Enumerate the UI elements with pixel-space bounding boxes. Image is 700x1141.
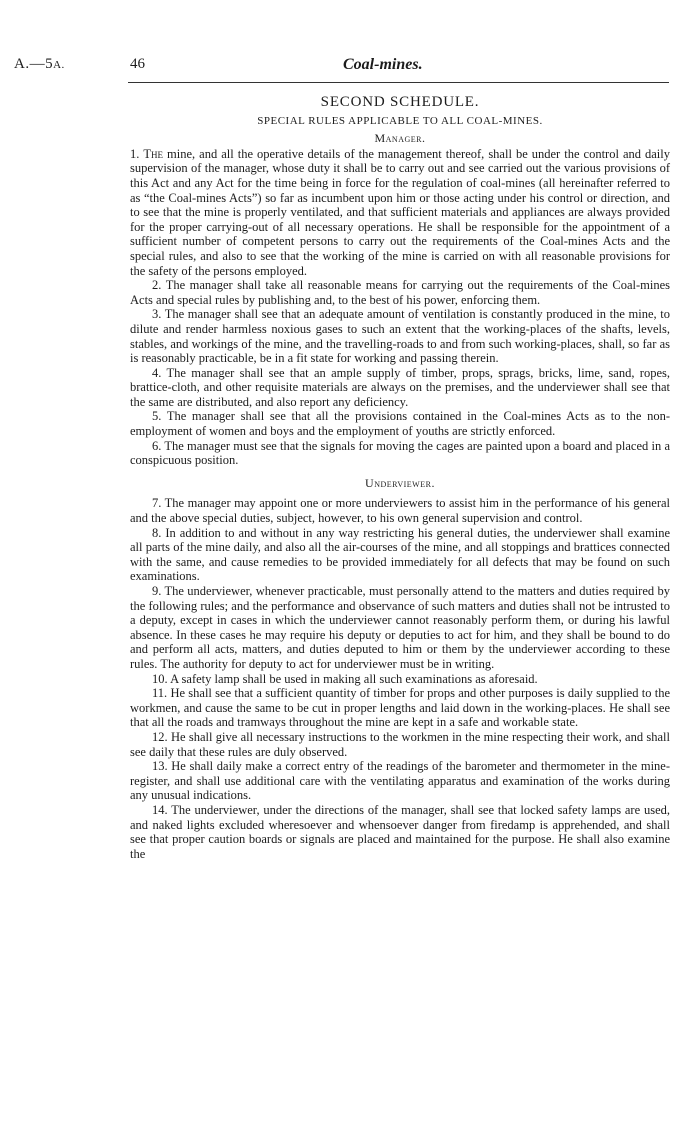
series-main: A.—5 <box>14 56 54 72</box>
rule-number: 12. <box>152 729 168 744</box>
rule-paragraph <box>130 496 670 525</box>
rule-text: The manager shall see that an adequate amount of ventilation is constantly produced in the mine, to dilute and render harmless noxious gases to such an extent that the working-places of the shafts, levels, stables, and workings of the mine, and the travelling-roads to and from such working-places, shall, so far as is reasonably practicable, be in a fit state for working and passing therein. <box>130 307 670 366</box>
rule-text: A safety lamp shall be used in making all such examinations as aforesaid. <box>170 671 538 686</box>
rule-paragraph <box>130 686 670 730</box>
rule-paragraph <box>130 730 670 759</box>
schedule-subtitle: SPECIAL RULES APPLICABLE TO ALL COAL-MINES. <box>257 114 543 127</box>
section-heading-manager: Manager. <box>374 131 426 146</box>
rule-lead-word: The <box>143 146 164 161</box>
rule-number: 10. <box>152 671 168 686</box>
rule-paragraph <box>130 759 670 803</box>
document-body <box>130 95 670 861</box>
rule-text: The manager shall see that an ample supply of timber, props, sprags, bricks, lime, sand, ropes, brattice-cloth, and other requisite materials are always on the premises, and the underviewer shall see that the same are distributed, and also report any deficiency. <box>130 365 670 409</box>
rule-number: 2. <box>152 278 162 293</box>
rule-number: 7. <box>152 496 162 511</box>
rule-paragraph <box>130 147 670 278</box>
rule-text: He shall daily make a correct entry of the readings of the barometer and thermometer in the mine-register, and shall use additional care with the ventilating apparatus and examination of the works during any unusual indications. <box>130 759 671 803</box>
page-number: 46 <box>130 56 145 72</box>
rule-number: 3. <box>152 307 162 322</box>
rule-paragraph <box>130 439 670 468</box>
rule-number: 4. <box>152 365 162 380</box>
rule-paragraph <box>130 526 670 584</box>
rule-text: The underviewer, whenever practicable, must personally attend to the matters and duties required by the following rules; and the performance and observance of such matters and duties shall not be intrusted to a deputy, except in cases in which the underviewer cannot reasonably perform them, or during his lawful absence. In these cases he may require his deputy or deputies to act for him, and they shall be bound to do and perform all acts, matters, and duties deputed to him or them by the underviewer according to these rules. The authority for deputy to act for underviewer must be in writing. <box>130 584 670 671</box>
rule-number: 6. <box>152 438 162 453</box>
rule-paragraph <box>130 366 670 410</box>
rule-paragraph <box>130 584 670 672</box>
rule-text: The manager shall take all reasonable means for carrying out the requirements of the Coal-mines Acts and special rules by publishing and, to the best of his power, enforcing them. <box>130 278 670 307</box>
rule-number: 13. <box>152 759 168 774</box>
page-header <box>0 56 700 80</box>
rule-text: mine, and all the operative details of the management thereof, shall be under the control and daily supervision of the manager, whose duty it shall be to carry out and see carried out the various provisions of this Act and any Act for the time being in force for the regulation of coal-mines (all hereinafter referred to as “the Coal-mines Acts”) so far as incumbent upon him or those acting under his control or direction, and to see that the mine is properly ventilated, and that sufficient materials and appliances are always provided for the proper carrying-out of all necessary operations. He shall be responsible for the appointment of a sufficient number of competent persons to carry out the requirements of the Coal-mines Acts and the special rules, and also to see that the working of the mine is carried on with all reasonable provisions for the safety of the persons employed. <box>130 146 670 278</box>
rule-text: He shall give all necessary instructions to the workmen in the mine respecting their work, and shall see daily that these rules are duly observed. <box>130 729 670 759</box>
rule-number: 8. <box>152 525 162 540</box>
rule-paragraph <box>130 307 670 365</box>
rule-number: 9. <box>152 584 162 598</box>
header-rule <box>128 82 669 83</box>
rule-number: 5. <box>152 409 162 424</box>
rule-paragraph <box>130 409 670 438</box>
schedule-title: SECOND SCHEDULE. <box>320 94 480 110</box>
rule-text: He shall see that a sufficient quantity of timber for props and other purposes is daily supplied to the workmen, and cause the same to be cut in proper lengths and laid down in the working-places. He shall see that all the roads and tramways throughout the mine are kept in a safe and workable state. <box>130 686 670 730</box>
rule-text: The manager may appoint one or more underviewers to assist him in the performance of his general and the above special duties, subject, however, to his own general supervision and control. <box>130 496 671 526</box>
series-suffix: A. <box>53 59 65 71</box>
rule-paragraph <box>130 278 670 307</box>
section-heading-underviewer: Underviewer. <box>365 475 435 490</box>
rule-number: 11. <box>152 686 168 701</box>
rule-text: The manager shall see that all the provisions contained in the Coal-mines Acts as to the non-employment of women and boys and the employment of youths are strictly enforced. <box>130 409 670 439</box>
rule-text: In addition to and without in any way restricting his general duties, the underviewer shall examine all parts of the mine daily, and also all the air-courses of the mine, and all stoppings and brattices connected with the same, and cause remedies to be provided immediately for all defects that may be found on such examinations. <box>130 525 670 584</box>
rule-paragraph <box>130 672 670 687</box>
rule-number: 14. <box>152 802 168 817</box>
rule-paragraph <box>130 803 670 861</box>
rule-number: 1. <box>130 146 140 161</box>
rule-text: The manager must see that the signals for moving the cages are painted upon a board and placed in a conspicuous position. <box>130 438 670 468</box>
rule-text: The underviewer, under the directions of the manager, shall see that locked safety lamps are used, and naked lights excluded wheresoever and whensoever danger from firedamp is apprehended, and shall see that proper caution boards or signals are placed and maintained for the purpose. He shall also examine the <box>130 802 670 861</box>
series-reference <box>14 56 65 73</box>
running-title: Coal-mines. <box>343 56 423 73</box>
